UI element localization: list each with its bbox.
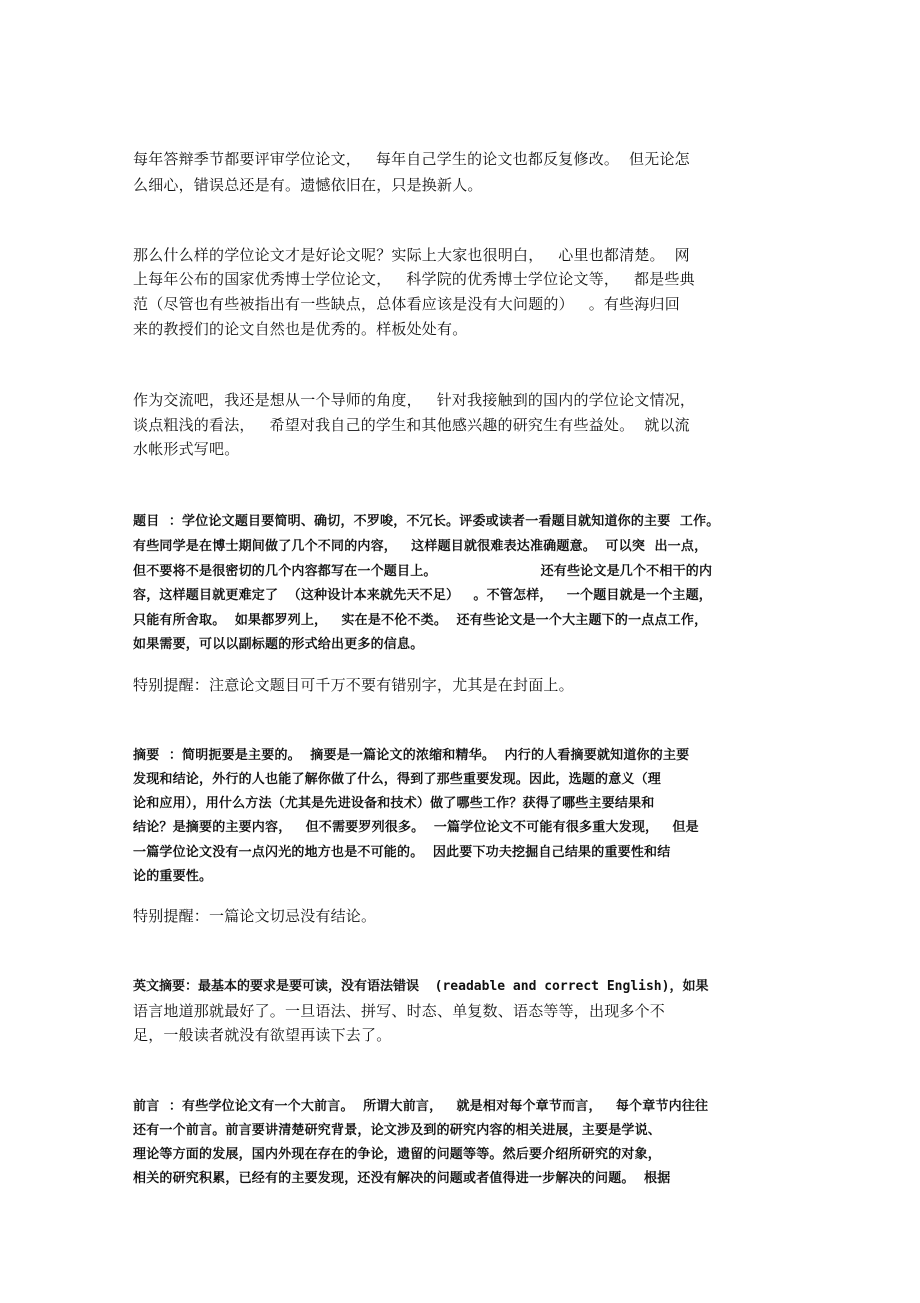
- text-line: 么细心，错误总还是有。遗憾依旧在，只是换新人。: [133, 176, 483, 194]
- text-line: 只能有所舍取。 如果都罗列上， 实在是不伦不类。 还有些论文是一个大主题下的一点点工作，: [133, 613, 708, 628]
- text-line: 每年答辩季节都要评审学位论文， 每年自己学生的论文也都反复修改。 但无论怎: [133, 150, 690, 168]
- text-line: 论的重要性。: [133, 869, 213, 884]
- text-line: 相关的研究积累，已经有的主要发现，还没有解决的问题或者值得进一步解决的问题。 根据: [133, 1171, 671, 1186]
- text-line: 来的教授们的论文自然也是优秀的。样板处处有。: [133, 320, 468, 338]
- text-line: 题目 ：学位论文题目要简明、确切，不罗唆，不冗长。评委或读者一看题目就知道你的主要 工作。: [133, 514, 720, 529]
- text-line: 结论？是摘要的主要内容， 但不需要罗列很多。 一篇学位论文不可能有很多重大发现， 但是: [133, 820, 699, 835]
- text-line: 论和应用），用什么方法（尤其是先进设备和技术）做了哪些工作？获得了哪些主要结果和: [133, 796, 655, 811]
- text-line: 足，一般读者就没有欲望再读下去了。: [133, 1026, 392, 1044]
- text-line: 理论等方面的发展，国内外现在存在的争论，遗留的问题等等。然后要介绍所研究的对象，: [133, 1147, 662, 1162]
- text-line: 还有一个前言。前言要讲清楚研究背景，论文涉及到的研究内容的相关进展，主要是学说、: [133, 1123, 662, 1138]
- text-line: 英文摘要：最基本的要求是要可读，没有语法错误 (readable and correct English)，如果: [133, 979, 709, 994]
- text-line: 前言 ：有些学位论文有一个大前言。 所谓大前言， 就是相对每个章节而言， 每个章节内往往: [133, 1099, 709, 1114]
- text-line: 水帐形式写吧。: [133, 440, 240, 458]
- text-line: 上每年公布的国家优秀博士学位论文， 科学院的优秀博士学位论文等， 都是些典: [133, 270, 695, 288]
- text-line: 语言地道那就最好了。一旦语法、拼写、时态、单复数、语态等等，出现多个不: [133, 1002, 666, 1020]
- text-line: 如果需要，可以以副标题的形式给出更多的信息。: [133, 637, 424, 652]
- text-line: 但不要将不是很密切的几个内容都写在一个题目上。 还有些论文是几个不相干的内: [133, 564, 713, 579]
- text-line: 作为交流吧，我还是想从一个导师的角度， 针对我接触到的国内的学位论文情况，: [133, 391, 696, 409]
- abstract-reminder: 特别提醒：一篇论文切忌没有结论。: [133, 907, 377, 925]
- title-reminder: 特别提醒：注意论文题目可千万不要有错别字，尤其是在封面上。: [133, 676, 574, 694]
- text-line: 那么什么样的学位论文才是好论文呢？实际上大家也很明白， 心里也都清楚。 网: [133, 246, 690, 264]
- text-line: 一篇学位论文没有一点闪光的地方也是不可能的。 因此要下功夫挖掘自己结果的重要性和结: [133, 845, 671, 860]
- text-line: 谈点粗浅的看法， 希望对我自己的学生和其他感兴趣的研究生有些益处。 就以流: [133, 416, 690, 434]
- text-line: 容，这样题目就更难定了 （这种设计本来就先天不足） 。不管怎样， 一个题目就是一个主题，: [133, 588, 713, 603]
- text-line: 摘要 ：简明扼要是主要的。 摘要是一篇论文的浓缩和精华。 内行的人看摘要就知道你的主要: [133, 748, 690, 763]
- text-line: 范（尽管也有些被指出有一些缺点，总体看应该是没有大问题的） 。有些海归回: [133, 295, 680, 313]
- text-line: 有些同学是在博士期间做了几个不同的内容， 这样题目就很难表达准确题意。 可以突 出一点，: [133, 539, 708, 554]
- text-line: 发现和结论，外行的人也能了解你做了什么，得到了那些重要发现。因此，选题的意义（理: [133, 772, 662, 787]
